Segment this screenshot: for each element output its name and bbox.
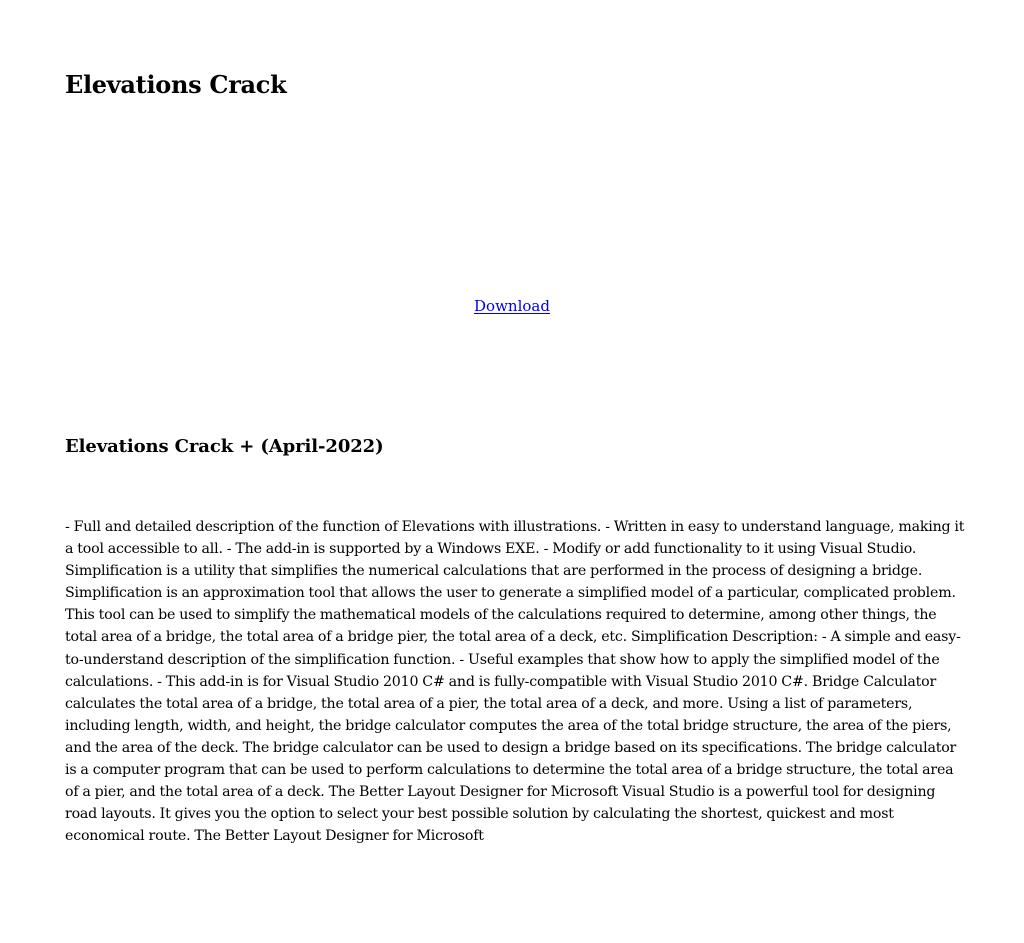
body-paragraph: - Full and detailed description of the function of Elevations with illustrations. - Written in easy to understand language, making it a tool accessible to all. - The add-in is supported by a Windows EXE. - Modify or add functionality to it using Visual Studio. Simplification is a utility that simplifies the numerical calculations that are performed in the process of designing a bridge. Simplification is an approximation tool that allows the user to generate a simplified model of a particular, complicated problem. This tool can be used to simplify the mathematical models of the calculations required to determine, among other things, the total area of a bridge, the total area of a bridge pier, the total area of a deck, etc. Simplification Description: - A simple and easy-to-understand description of the simplification function. - Useful examples that show how to apply the simplified model of the calculations. - This add-in is for Visual Studio 2010 C# and is fully-compatible with Visual Studio 2010 C#. Bridge Calculator calculates the total area of a bridge, the total area of a pier, the total area of a deck, and more. Using a list of parameters, including length, width, and height, the bridge calculator computes the area of the total bridge structure, the area of the piers, and the area of the deck. The bridge calculator can be used to design a bridge based on its specifications. The bridge calculator is a computer program that can be used to perform calculations to determine the total area of a bridge structure, the total area of a pier, and the total area of a deck. The Better Layout Designer for Microsoft Visual Studio is a powerful tool for designing road layouts. It gives you the option to select your best possible solution by calculating the shortest, quickest and most economical route. The Better Layout Designer for Microsoft <box>65 519 965 845</box>
page-title: Elevations Crack <box>65 70 287 99</box>
section-heading: Elevations Crack + (April-2022) <box>65 436 384 457</box>
download-link[interactable]: Download <box>474 297 550 315</box>
download-link-container <box>0 295 1024 317</box>
